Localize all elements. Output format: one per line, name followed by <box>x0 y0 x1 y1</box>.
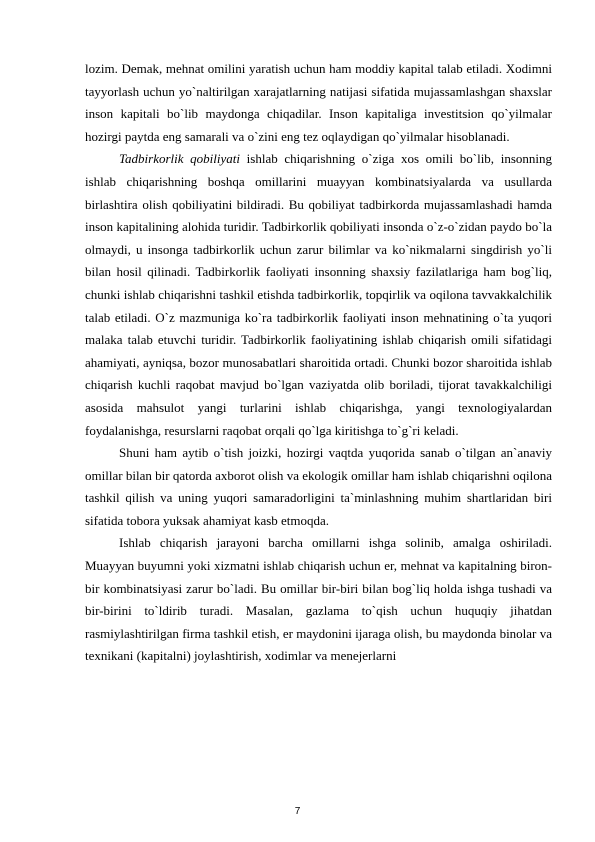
paragraph <box>85 442 552 532</box>
document-body <box>85 58 552 668</box>
paragraph-text: lozim. Demak, mehnat omilini yaratish uchun ham moddiy kapital talab etiladi. Xodimni tayyorlash uchun yo`naltirilgan xarajatlarning natijasi sifatida mujassamlashgan shaxslar inson kapitali bo`lib maydonga chiqadilar. Inson kapitaliga investitsion qo`yilmalar hozirgi paytda eng samarali va o`zini eng tez oqlaydigan qo`yilmalar hisoblanadi. <box>85 61 552 144</box>
paragraph-text: Shuni ham aytib o`tish joizki, hozirgi vaqtda yuqorida sanab o`tilgan an`anaviy omillar bilan bir qatorda axborot olish va ekologik omillar ham ishlab chiqarishni oqilona tashkil qilish va uning yuqori samaradorligini ta`minlashning muhim shartlaridan biri sifatida tobora yuksak ahamiyat kasb etmoqda. <box>85 445 552 528</box>
paragraph-text: Ishlab chiqarish jarayoni barcha omillarni ishga solinib, amalga oshiriladi. Muayyan buyumni yoki xizmatni ishlab chiqarish uchun er, mehnat va kapitalning biron-bir kombinatsiyasi zarur bo`ladi. Bu omillar bir-biri bilan bog`liq holda ishga tushadi va bir-birini to`ldirib turadi. Masalan, gazlama to`qish uchun huquqiy jihatdan rasmiylashtirilgan firma tashkil etish, er maydonini ijaraga olish, bu maydonda binolar va texnikani (kapitalni) joylashtirish, xodimlar va menejerlarni <box>85 535 552 664</box>
paragraph <box>85 532 552 668</box>
paragraph <box>85 58 552 148</box>
paragraph-text: ishlab chiqarishning o`ziga xos omili bo`lib, insonning ishlab chiqarishning boshqa omillarini muayyan kombinatsiyalarda va usullarda birlashtira olish qobiliyatini bildiradi. Bu qobiliyat tadbirkorda mujassamlashadi hamda inson kapitalining alohida turidir. Tadbirkorlik qobiliyati insonda o`z-o`zidan paydo bo`la olmaydi, u insonga tadbirkorlik uchun zarur bilimlar va ko`nikmalarni singdirish yo`li bilan hosil qilinadi. Tadbirkorlik faoliyati insonning shaxsiy fazilatlariga ham bog`liq, chunki ishlab chiqarishni tashkil etishda tadbirkorlik, topqirlik va oqilona tavvakkalchilik talab etiladi. O`z mazmuniga ko`ra tadbirkorlik faoliyati inson mehnatining o`ta yuqori malaka talab etuvchi turidir. Tadbirkorlik faoliyatining ishlab chiqarish omili sifatidagi ahamiyati, ayniqsa, bozor munosabatlari sharoitida ortadi. Chunki bozor sharoitida ishlab chiqarish kuchli raqobat mavjud bo`lgan vaziyatda olib boriladi, tijorat tavakkalchiligi asosida mahsulot yangi turlarini ishlab chiqarishga, yangi texnologiyalardan foydalanishga, resurslarni raqobat orqali qo`lga kiritishga to`g`ri keladi. <box>85 151 552 438</box>
italic-term: Tadbirkorlik qobiliyati <box>119 151 241 167</box>
paragraph <box>85 148 552 442</box>
page-number: 7 <box>294 806 301 817</box>
